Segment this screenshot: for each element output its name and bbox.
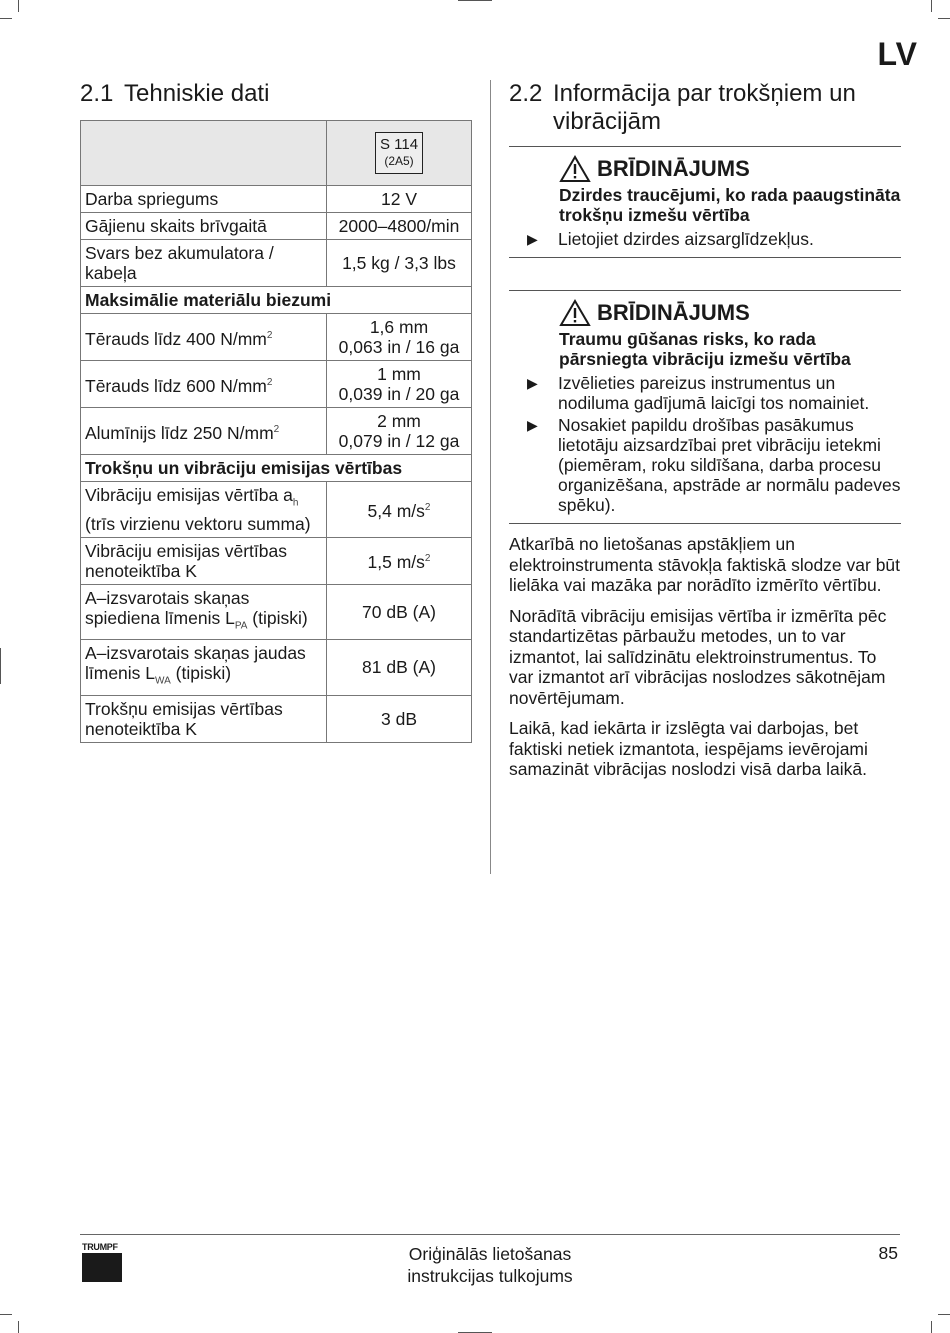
row-value: 70 dB (A) [327,584,472,640]
row-label: Tērauds līdz 600 $N/mm^2$ [81,361,327,408]
warning-title: BRĪDINĀJUMS [559,299,901,327]
row-label: Tērauds līdz 400 $N/mm^2$ [81,314,327,361]
footer-title: Oriģinālās lietošanas instrukcijas tulkojums [407,1244,573,1286]
table-row [81,361,472,408]
section-label: Trokšņu un vibrāciju emisijas vērtības [81,455,472,482]
table-row [81,408,472,455]
crop-mark [458,0,492,1]
model-cell [327,121,472,186]
crop-mark [931,1321,932,1333]
row-value: 1 mm 0,039 in / 20 ga [327,361,472,408]
footer-divider [80,1234,900,1235]
warning-subtitle: Dzirdes traucējumi, ko rada paaugstināta trokšņu izmešu vērtība [559,185,901,225]
technical-data-section [80,80,472,743]
body-paragraph: Norādītā vibrāciju emisijas vērtība ir izmērīta pēc standartizētas pārbaužu metodes, un to var izmantot, lai salīdzinātu elektroinstrumentus. To var izmantot arī vibrācijas noslodzes sākotnējam novērtējumam. [509,605,887,708]
crop-mark [931,0,932,12]
table-row [81,584,472,640]
row-value: 5,4 $m/s^2$ [327,482,472,538]
row-value: 1,6 mm 0,063 in / 16 ga [327,314,472,361]
table-row [81,240,472,287]
row-label: Trokšņu emisijas vērtības nenoteiktība K [81,695,327,742]
table-row [81,482,472,538]
section-label: Maksimālie materiālu biezumi [81,287,472,314]
table-row [81,695,472,742]
model-box [375,132,423,174]
warning-box [509,146,901,258]
heading-text: Tehniskie dati [124,80,270,107]
bullet-arrow-icon: ▶ [527,375,538,391]
row-label: Darba spriegums [81,186,327,213]
crop-mark [18,0,19,12]
row-label: A–izsvarotais skaņas spiediena līmenis $L_{PA}$ (tipiski) [81,584,327,640]
list-item: ▶ Nosakiet papildu drošības pasākumus lietotāju aizsardzībai pret vibrāciju ietekmi (piemēram, roku sildīšana, darba procesu organizēšana, apstrāde ar normālu padeves spēku). [509,415,901,515]
list-item: ▶ Lietojiet dzirdes aizsarglīdzekļus. [509,229,901,249]
body-paragraph: Laikā, kad iekārta ir izslēgta vai darbojas, bet faktiski netiek izmantota, iespējams ievērojami samazināt vibrācijas noslodzi visā darba laikā. [509,718,868,779]
column-divider [490,80,491,874]
row-value: 81 dB (A) [327,640,472,696]
logo-text: TRUMPF [82,1242,118,1252]
row-value: 12 V [327,186,472,213]
page-number: 85 [878,1243,898,1263]
row-label: A–izsvarotais skaņas jaudas līmenis $L_{WA}$ (tipiski) [81,640,327,696]
crop-mark [938,18,950,19]
model-code: (2A5) [384,154,414,168]
table-row [81,186,472,213]
row-label: Alumīnijs līdz 250 $N/mm^2$ [81,408,327,455]
row-value: 2000–4800/min [327,213,472,240]
warning-box [509,290,901,524]
trumpf-logo [82,1242,122,1282]
section-heading [509,80,901,136]
table-header-row [81,121,472,186]
crop-mark [18,1321,19,1333]
crop-mark [0,648,1,684]
warning-triangle-icon [559,155,591,183]
logo-block [82,1253,122,1282]
heading-text: Informācija par trokšņiem un vibrācijām [553,80,856,135]
table-row [81,640,472,696]
body-paragraph: Atkarībā no lietošanas apstākļiem un elektroinstrumenta stāvokļa faktiskā slodze var būt lielāka vai mazāka par norādīto izmērīto vērtību. [509,534,901,595]
bullet-arrow-icon: ▶ [527,231,538,247]
header-empty-cell [81,121,327,186]
row-label: Svars bez akumulatora / kabeļa [81,240,327,287]
crop-mark [938,1314,950,1315]
warning-triangle-icon [559,299,591,327]
warning-subtitle: Traumu gūšanas risks, ko rada pārsniegta vibrāciju izmešu vērtība [559,329,851,369]
warning-title: BRĪDINĀJUMS [559,155,901,183]
row-label: Gājienu skaits brīvgaitā [81,213,327,240]
model-name: S 114 [379,136,419,153]
list-item: ▶ Izvēlieties pareizus instrumentus un nodiluma gadījumā laicīgi tos nomainiet. [509,373,901,413]
bullet-arrow-icon: ▶ [527,417,538,433]
language-code: LV [877,36,918,72]
table-row [81,314,472,361]
heading-number: 2.2 [509,80,543,107]
heading-number: 2.1 [80,80,114,107]
table-row [81,213,472,240]
crop-mark [0,1314,12,1315]
section-heading [80,80,472,108]
row-value: 2 mm 0,079 in / 12 ga [327,408,472,455]
spec-table [80,120,472,743]
table-section-row [81,287,472,314]
table-section-row [81,455,472,482]
row-label: Vibrāciju emisijas vērtības nenoteiktība K [81,537,327,584]
row-value: 1,5 kg / 3,3 lbs [327,240,472,287]
row-value: 1,5 $m/s^2$ [327,537,472,584]
row-label: Vibrāciju emisijas vērtība $a_h$ (trīs virzienu vektoru summa) [81,482,327,538]
table-row [81,537,472,584]
row-value: 3 dB [327,695,472,742]
crop-mark [0,18,12,19]
noise-vibration-section [509,80,901,790]
